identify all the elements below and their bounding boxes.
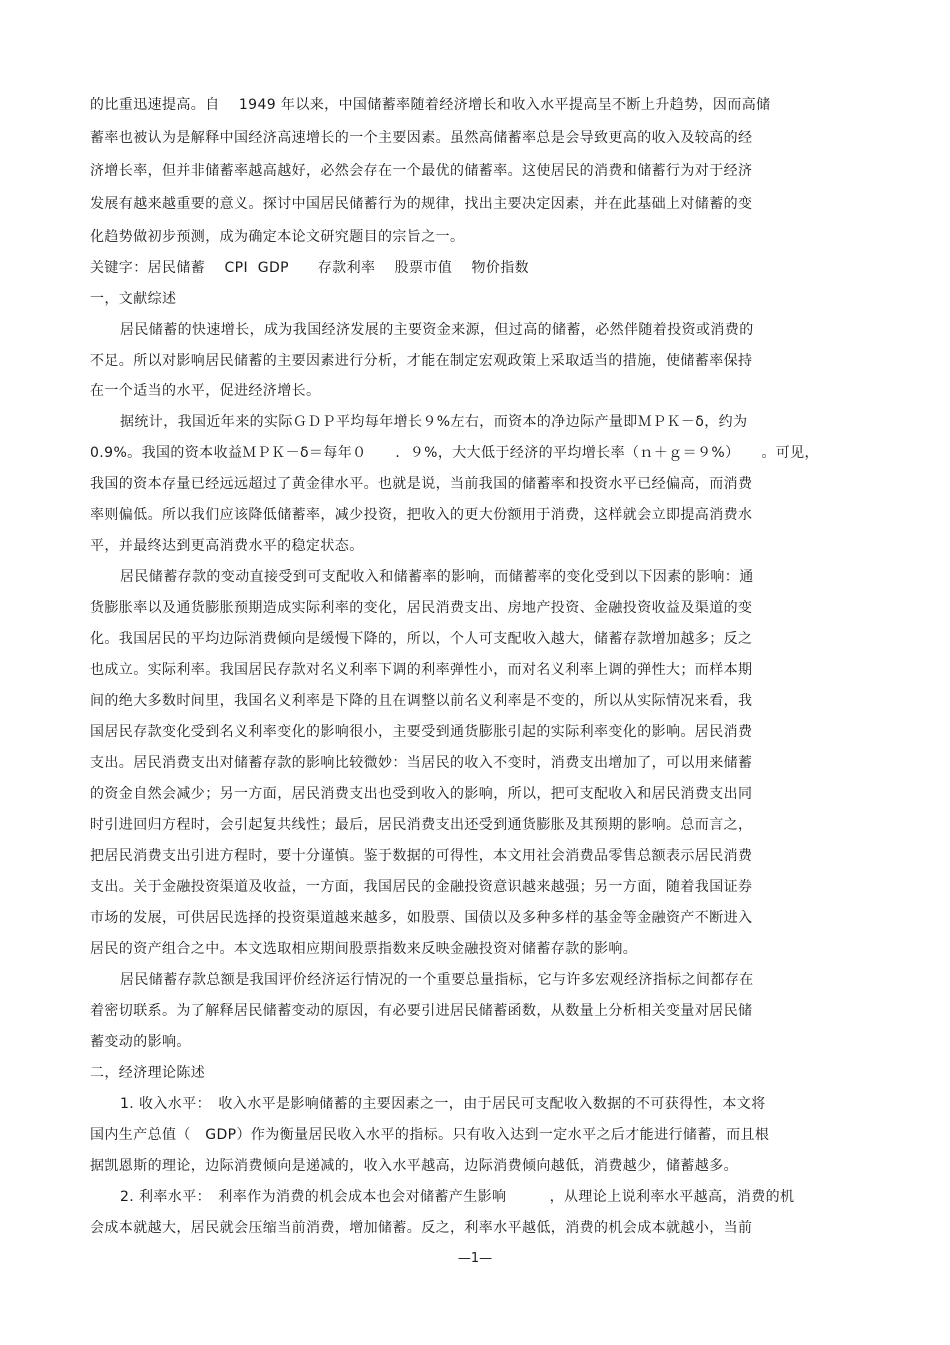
lit-p3-line-3: 化。我国居民的平均边际消费倾向是缓慢下降的，所以，个人可支配收入越大，储蓄存款增加越多；反之 <box>90 631 753 647</box>
lit-p2-line-2: 0.9%。我国的资本收益ＭＰＫ－δ＝每年０ ．９%，大大低于经济的平均增长率（ｎ＋ｇ＝９%） 。可见， <box>90 445 819 461</box>
lit-p3-line-10: 把居民消费支出引进方程时，要十分谨慎。鉴于数据的可得性，本文用社会消费品零售总额表示居民消费 <box>90 848 753 864</box>
lit-p3-line-11: 支出。关于金融投资渠道及收益，一方面，我国居民的金融投资意识越来越强；另一方面，随着我国证券 <box>90 879 753 895</box>
lit-p4-line-2: 着密切联系。为了解释居民储蓄变动的原因，有必要引进居民储蓄函数，从数量上分析相关变量对居民储 <box>90 1003 753 1019</box>
lit-p1-line-3: 在一个适当的水平，促进经济增长。 <box>90 383 321 399</box>
section-heading-economic-theory: 二，经济理论陈述 <box>90 1065 206 1081</box>
theory-2-line-1: 2. 利率水平： 利率作为消费的机会成本也会对储蓄产生影响 ，从理论上说利率水平越高，消费的机 <box>120 1189 795 1205</box>
lit-p2-line-3: 我国的资本存量已经远远超过了黄金律水平。也就是说，当前我国的储蓄率和投资水平已经偏高，而消费 <box>90 476 753 492</box>
intro-line-4: 发展有越来越重要的意义。探讨中国居民储蓄行为的规律，找出主要决定因素，并在此基础上对储蓄的变 <box>90 196 753 212</box>
lit-p3-line-2: 货膨胀率以及通货膨胀预期造成实际利率的变化，居民消费支出、房地产投资、金融投资收益及渠道的变 <box>90 600 753 616</box>
page-number: —1— <box>457 1251 493 1266</box>
lit-p2-line-1: 据统计，我国近年来的实际ＧＤＰ平均每年增长９%左右，而资本的净边际产量即ＭＰＫ－δ，约为 <box>120 414 748 430</box>
lit-p2-line-4: 率则偏低。所以我们应该降低储蓄率，减少投资，把收入的更大份额用于消费，这样就会立即提高消费水 <box>90 507 753 523</box>
lit-p3-line-7: 支出。居民消费支出对储蓄存款的影响比较微妙：当居民的收入不变时，消费支出增加了，可以用来储蓄 <box>90 755 753 771</box>
theory-2-line-2: 会成本就越大，居民就会压缩当前消费，增加储蓄。反之，利率水平越低，消费的机会成本就越小，当前 <box>90 1220 753 1236</box>
lit-p3-line-6: 国居民存款变化受到名义利率变化的影响很小，主要受到通货膨胀引起的实际利率变化的影响。居民消费 <box>90 724 753 740</box>
intro-line-1: 的比重迅速提高。自 1949 年以来，中国储蓄率随着经济增长和收入水平提高呈不断上升趋势，因而高储 <box>90 97 771 113</box>
lit-p4-line-3: 蓄变动的影响。 <box>90 1034 191 1050</box>
lit-p3-line-5: 间的绝大多数时间里，我国名义利率是下降的且在调整以前名义利率是不变的，所以从实际情况来看，我 <box>90 693 753 709</box>
lit-p3-line-9: 时引进回归方程时，会引起复共线性；最后，居民消费支出还受到通货膨胀及其预期的影响。总而言之， <box>90 817 753 833</box>
lit-p3-line-1: 居民储蓄存款的变动直接受到可支配收入和储蓄率的影响，而储蓄率的变化受到以下因素的影响：通 <box>120 569 754 585</box>
keywords-line: 关键字：居民储蓄 CPI GDP 存款利率 股票市值 物价指数 <box>90 260 530 276</box>
theory-1-line-3: 据凯恩斯的理论，边际消费倾向是递减的，收入水平越高，边际消费倾向越低，消费越少，储蓄越多。 <box>90 1158 738 1174</box>
lit-p1-line-2: 不足。所以对影响居民储蓄的主要因素进行分析，才能在制定宏观政策上采取适当的措施，使储蓄率保持 <box>90 353 753 369</box>
lit-p1-line-1: 居民储蓄的快速增长，成为我国经济发展的主要资金来源，但过高的储蓄，必然伴随着投资或消费的 <box>120 322 754 338</box>
intro-line-2: 蓄率也被认为是解释中国经济高速增长的一个主要因素。虽然高储蓄率总是会导致更高的收入及较高的经 <box>90 130 753 146</box>
intro-line-5: 化趋势做初步预测，成为确定本论文研究题目的宗旨之一。 <box>90 229 465 245</box>
theory-1-line-1: 1. 收入水平： 收入水平是影响储蓄的主要因素之一，由于居民可支配收入数据的不可获得性，本文将 <box>120 1096 766 1112</box>
theory-1-line-2: 国内生产总值（ GDP）作为衡量居民收入水平的指标。只有收入达到一定水平之后才能进行储蓄，而且根 <box>90 1127 770 1143</box>
lit-p3-line-8: 的资金自然会减少；另一方面，居民消费支出也受到收入的影响，所以，把可支配收入和居民消费支出同 <box>90 786 753 802</box>
section-heading-literature-review: 一，文献综述 <box>90 291 177 307</box>
lit-p3-line-4: 也成立。实际利率。我国居民存款对名义利率下调的利率弹性小，而对名义利率上调的弹性大；而样本期 <box>90 662 753 678</box>
intro-line-3: 济增长率，但并非储蓄率越高越好，必然会存在一个最优的储蓄率。这使居民的消费和储蓄行为对于经济 <box>90 163 753 179</box>
lit-p3-line-13: 居民的资产组合之中。本文选取相应期间股票指数来反映金融投资对储蓄存款的影响。 <box>90 941 638 957</box>
lit-p2-line-5: 平，并最终达到更高消费水平的稳定状态。 <box>90 538 364 554</box>
lit-p3-line-12: 市场的发展，可供居民选择的投资渠道越来越多，如股票、国债以及多种多样的基金等金融资产不断进入 <box>90 910 753 926</box>
lit-p4-line-1: 居民储蓄存款总额是我国评价经济运行情况的一个重要总量指标，它与许多宏观经济指标之间都存在 <box>120 972 754 988</box>
